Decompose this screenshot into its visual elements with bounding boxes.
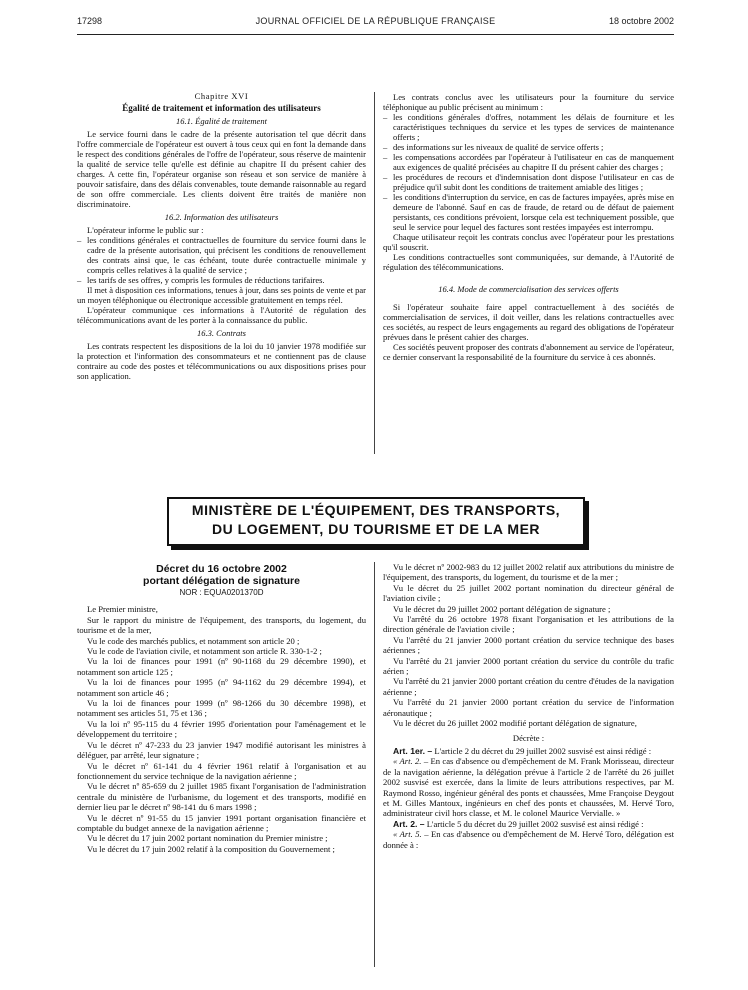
upper-right-column xyxy=(383,92,674,362)
lower-right-column xyxy=(383,562,674,850)
paragraph: Les contrats respectent les dispositions de la loi du 10 janvier 1978 modifiée sur la protection et l'information des consommateurs et ne contiennent pas de clause contraire au code des postes et télécommunications ou aux dispositions prises pour son application. xyxy=(77,341,366,381)
paragraph: Les conditions contractuelles sont communiquées, sur demande, à l'Autorité de régulation des télécommunications. xyxy=(383,252,674,272)
visa-paragraph: Vu le code de l'aviation civile, et notamment son article R. 330-1-2 ; xyxy=(87,646,322,657)
chapter-number: Chapitre XVI xyxy=(194,91,249,101)
visa-paragraph: Vu le décret du 25 juillet 2002 portant nomination du directeur général de l'aviation civile ; xyxy=(383,582,674,604)
paragraph: Chaque utilisateur reçoit les contrats conclus avec l'opérateur pour les prestations qu'il souscrit. xyxy=(383,232,674,252)
visa-paragraph: Vu le décret nº 2002-983 du 12 juillet 2002 relatif aux attributions du ministre de l'équipement, des transports, du logement, du tourisme et de la mer ; xyxy=(383,562,674,583)
decree-subtitle: portant délégation de signature xyxy=(143,575,300,587)
visa-paragraph: Vu le code des marchés publics, et notamment son article 20 ; xyxy=(87,635,300,646)
visa-paragraph: Vu le décret nº 85-659 du 2 juillet 1985 fixant l'organisation de l'administration centrale du ministère de l'urbanisme, du logement et des transports, modifié en dernier lieu par le décret nº 98-141 du 6 mars 1998 ; xyxy=(77,781,366,813)
visa-paragraph: Vu l'arrêté du 21 janvier 2000 portant création du service de l'information aéronautique ; xyxy=(383,697,674,718)
list-item: – les conditions générales d'offres, notamment les délais de fourniture et les caractéristiques techniques du service et les types de services de maintenance offerts ; xyxy=(383,112,674,142)
list-item: – des informations sur les niveaux de qualité de service offerts ; xyxy=(383,142,674,152)
lower-left-column xyxy=(77,563,366,854)
paragraph: L'opérateur informe le public sur : xyxy=(87,225,204,235)
list-item: – les procédures de recours et d'indemnisation dont dispose l'utilisateur en cas de préjudice qu'il subit dont les conditions de traitement amiable des litiges ; xyxy=(383,172,674,192)
paragraph: Il met à disposition ces informations, tenues à jour, dans ses points de vente et par un moyen téléphonique ou électronique accessible gratuitement en temps réel. xyxy=(77,285,366,305)
paragraph: Si l'opérateur souhaite faire appel contractuellement à des sociétés de commercialisation de services, il doit veiller, dans les relations contractuelles avec ces sociétés, au respect de leurs engagements au regard des obligations de l'opérateur prévues dans le présent cahier des charges. xyxy=(383,302,674,342)
visa-paragraph: Vu le décret nº 91-55 du 15 janvier 1991 portant organisation financière et comptable du budget annexe de la navigation aérienne ; xyxy=(77,812,366,833)
visa-paragraph: Vu le décret du 29 juillet 2002 portant délégation de signature ; xyxy=(393,603,611,614)
article-2-quote-text: En cas d'absence ou d'empêchement de M. Hervé Toro, délégation est donnée à : xyxy=(383,829,674,850)
visa-paragraph: Vu le décret nº 47-233 du 23 janvier 1947 modifié autorisant les ministres à déléguer, par arrêté, leur signature ; xyxy=(77,739,366,761)
contract-list xyxy=(383,112,674,232)
list-item: – les tarifs de ses offres, y compris les formules de réductions tarifaires. xyxy=(77,275,366,285)
ministry-line-1: MINISTÈRE DE L'ÉQUIPEMENT, DES TRANSPORTS, xyxy=(191,502,561,518)
article-1-quote-label: « Art. 2. – xyxy=(393,756,429,767)
nor-reference: NOR : EQUA0201370D xyxy=(179,588,264,597)
paragraph: Le service fourni dans le cadre de la présente autorisation tel que décrit dans l'offre commerciale de l'opérateur est ouvert à tous ceux qui en font la demande dans le respect des conditions générales de l'offre de l'opérateur, sous réserve de maintenir la qualité de service telle qu'elle est définie au chapitre II du présent cahier des charges. A cette fin, l'opérateur organise son réseau et son service de manière à pouvoir satisfaire, dans des délais convenables, toute demande raisonnable au regard de son offre commerciale. Les clients doivent être traités de manière non discriminatoire. xyxy=(77,129,366,209)
ministry-banner xyxy=(167,497,585,546)
visa-paragraph: Vu la loi de finances pour 1999 (nº 98-1266 du 30 décembre 1998), et notamment ses articles 51, 75 et 136 ; xyxy=(77,698,366,719)
info-list xyxy=(77,235,366,285)
article-1-quote-text: En cas d'absence ou d'empêchement de M. Frank Morisseau, directeur de la navigation aérienne, la délégation prévue à l'article 2 de l'arrêté du 26 juillet 2002 susvisé est exercée, dans la limite de leurs attributions respectives, par M. Raymond Rosso, ingénieur général des ponts et chaussées, Mme Françoise Deygout et M. Gilles Mantoux, ingénieurs en chef des ponts et chaussées, M. Hervé Toro, administrateur civil hors classe, et M. le colonel Maurice Vervialle. » xyxy=(383,756,674,819)
section-title-16-3: 16.3. Contrats xyxy=(197,328,246,338)
issue-date: 18 octobre 2002 xyxy=(608,16,674,26)
visa-paragraph: Vu l'arrêté du 26 octobre 1978 fixant l'organisation et les attributions de la direction générale de l'aviation civile ; xyxy=(383,614,674,635)
visa-paragraph: Vu le décret du 17 juin 2002 relatif à la composition du Gouvernement ; xyxy=(87,843,335,854)
visa-paragraph: Sur le rapport du ministre de l'équipement, des transports, du logement, du tourisme et de la mer, xyxy=(77,614,366,636)
article-2-quote-label: « Art. 5. – xyxy=(393,829,429,840)
visa-paragraph: Vu l'arrêté du 21 janvier 2000 portant création du service technique des bases aériennes ; xyxy=(383,634,674,656)
article-2-label: Art. 2. – xyxy=(393,818,425,829)
chapter-title: Égalité de traitement et information des utilisateurs xyxy=(122,103,321,113)
visa-paragraph: Vu l'arrêté du 21 janvier 2000 portant création du centre d'études de la navigation aérienne ; xyxy=(383,676,674,697)
ministry-line-2: DU LOGEMENT, DU TOURISME ET DE LA MER xyxy=(211,521,541,537)
list-item: – les conditions d'interruption du service, en cas de factures impayées, après mise en demeure de l'abonné. Sauf en cas de fraude, de retard ou de défaut de paiement persistants, ces conditions prévoient, lorsque cela est techniquement possible, que seul le service pour lequel des factures sont restées impayées est interrompu. xyxy=(383,192,674,232)
decrete-heading: Décrète : xyxy=(512,732,545,743)
visa-paragraph: Vu l'arrêté du 21 janvier 2000 portant création du service du contrôle du trafic aérien ; xyxy=(383,655,674,677)
article-1 xyxy=(383,746,674,756)
article-1-quote xyxy=(383,756,674,818)
list-item: – les compensations accordées par l'opérateur à l'utilisateur en cas de manquement aux exigences de qualité précisées au chapitre II du présent cahier des charges ; xyxy=(383,152,674,172)
list-item: – les conditions générales et contractuelles de fourniture du service fourni dans le cadre de la présente autorisation, qui précisent les conditions de renouvellement des contrats ainsi que, le cas échéant, toute durée contractuelle minimale y compris celles relatives à la qualité de service ; xyxy=(77,235,366,275)
page-number: 17298 xyxy=(77,16,103,26)
visa-paragraph: Vu le décret du 17 juin 2002 portant nomination du Premier ministre ; xyxy=(87,833,328,844)
article-2 xyxy=(383,819,674,829)
section-title-16-2: 16.2. Information des utilisateurs xyxy=(164,212,279,222)
running-header xyxy=(77,16,674,32)
section-title-16-4: 16.4. Mode de commercialisation des services offerts xyxy=(438,284,619,294)
visa-paragraph: Vu le décret nº 61-141 du 4 février 1961 relatif à l'organisation et au fonctionnement du service technique de la navigation aérienne ; xyxy=(77,760,366,781)
section-title-16-1: 16.1. Égalité de traitement xyxy=(176,116,267,126)
article-1-text: L'article 2 du décret du 29 juillet 2002 susvisé est ainsi rédigé : xyxy=(434,745,652,756)
visa-paragraph: Vu la loi de finances pour 1991 (nº 90-1168 du 29 décembre 1990), et notamment son article 125 ; xyxy=(77,656,366,677)
upper-left-column xyxy=(77,88,366,381)
paragraph: L'opérateur communique ces informations à l'Autorité de régulation des télécommunications avant de les porter à la connaissance du public. xyxy=(77,305,366,325)
visa-paragraph: Vu le décret du 26 juillet 2002 modifié portant délégation de signature, xyxy=(393,718,637,729)
paragraph: Ces sociétés peuvent proposer des contrats d'abonnement au service de l'opérateur, ce dernier conservant la responsabilité de la fourniture du service à ces abonnés. xyxy=(383,342,674,362)
decree-title: Décret du 16 octobre 2002 xyxy=(156,563,287,575)
paragraph: Les contrats conclus avec les utilisateurs pour la fourniture du service téléphonique au public précisent au minimum : xyxy=(383,92,674,112)
column-divider-lower xyxy=(374,562,375,967)
article-1-label: Art. 1er. – xyxy=(393,745,433,756)
column-divider-upper xyxy=(374,92,375,454)
article-2-text: L'article 5 du décret du 29 juillet 2002 susvisé est ainsi rédigé : xyxy=(426,818,644,829)
header-rule xyxy=(77,34,674,35)
article-2-quote xyxy=(383,829,674,850)
journal-title: JOURNAL OFFICIEL DE LA RÉPUBLIQUE FRANÇAISE xyxy=(255,16,496,26)
visa-paragraph: Vu la loi nº 95-115 du 4 février 1995 d'orientation pour l'aménagement et le développement du territoire ; xyxy=(77,718,366,740)
visa-paragraph: Le Premier ministre, xyxy=(87,604,158,615)
visa-paragraph: Vu la loi de finances pour 1995 (nº 94-1162 du 29 décembre 1994), et notamment son article 46 ; xyxy=(77,677,366,698)
